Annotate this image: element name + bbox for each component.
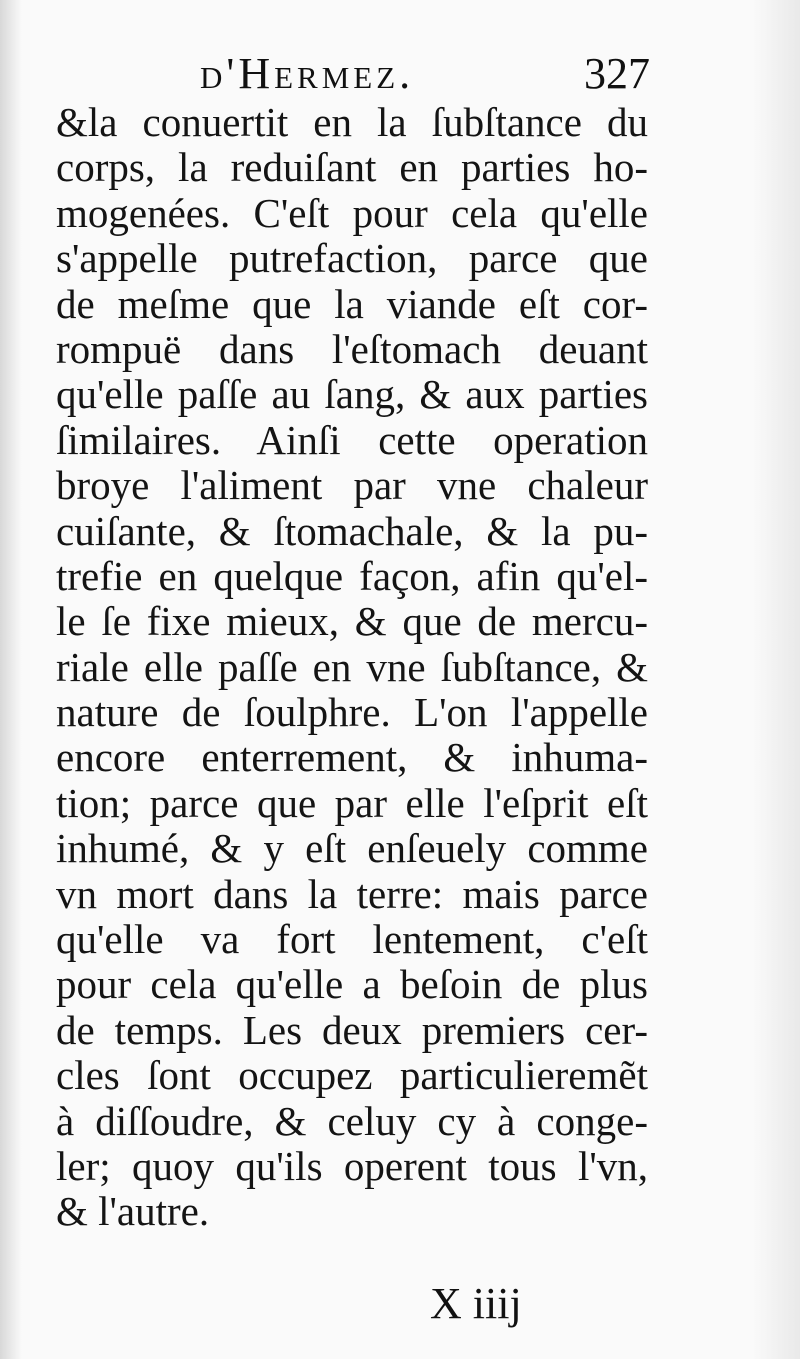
text-line: vn mort dans la terre: mais parce: [56, 870, 648, 917]
gutter-shadow: [0, 0, 22, 1359]
text-line: cuiſante, & ſtomachale, & la pu-: [56, 507, 648, 554]
text-line: ler; quoy qu'ils operent tous l'vn,: [56, 1142, 648, 1189]
text-line: tion; parce que par elle l'eſprit eſt: [56, 779, 648, 826]
text-line: cles ſont occupez particulieremẽt: [56, 1052, 648, 1099]
text-line: encore enterrement, & inhuma-: [56, 734, 648, 781]
text-line: de meſme que la viande eſt cor-: [56, 280, 648, 327]
text-line: & l'autre.: [56, 1188, 210, 1235]
text-line: mogenées. C'eſt pour cela qu'elle: [56, 189, 648, 236]
signature-mark: X iiij: [430, 1279, 522, 1328]
text-line: trefie en quelque façon, afin qu'el-: [56, 552, 648, 599]
page-number: 327: [584, 49, 650, 98]
text-line: qu'elle va fort lentement, c'eſt: [56, 916, 648, 963]
text-line: &la conuertit en la ſubſtance du: [56, 99, 648, 145]
page-edge-shadow: [752, 0, 800, 1359]
text-line: à diſſoudre, & celuy cy à conge-: [56, 1097, 648, 1144]
body-text: [56, 100, 648, 1235]
running-head-title: d'Hermez.: [200, 49, 415, 98]
text-line: qu'elle paſſe au ſang, & aux parties: [56, 371, 648, 418]
text-line: broye l'aliment par vne chaleur: [56, 462, 648, 509]
text-line: rompuë dans l'eſtomach deuant: [56, 325, 648, 372]
text-line: corps, la reduiſant en parties ho-: [56, 144, 648, 191]
text-line: riale elle paſſe en vne ſubſtance, &: [56, 643, 648, 690]
text-line: de temps. Les deux premiers cer-: [56, 1006, 648, 1053]
text-line: nature de ſoulphre. L'on l'appelle: [56, 689, 648, 736]
text-line: le ſe fixe mieux, & que de mercu-: [56, 598, 648, 645]
text-line: ſimilaires. Ainſi cette operation: [56, 416, 648, 463]
text-line: pour cela qu'elle a beſoin de plus: [56, 961, 648, 1008]
text-line: inhumé, & y eſt enſeuely comme: [56, 825, 648, 872]
text-line: s'appelle putrefaction, parce que: [56, 235, 648, 282]
